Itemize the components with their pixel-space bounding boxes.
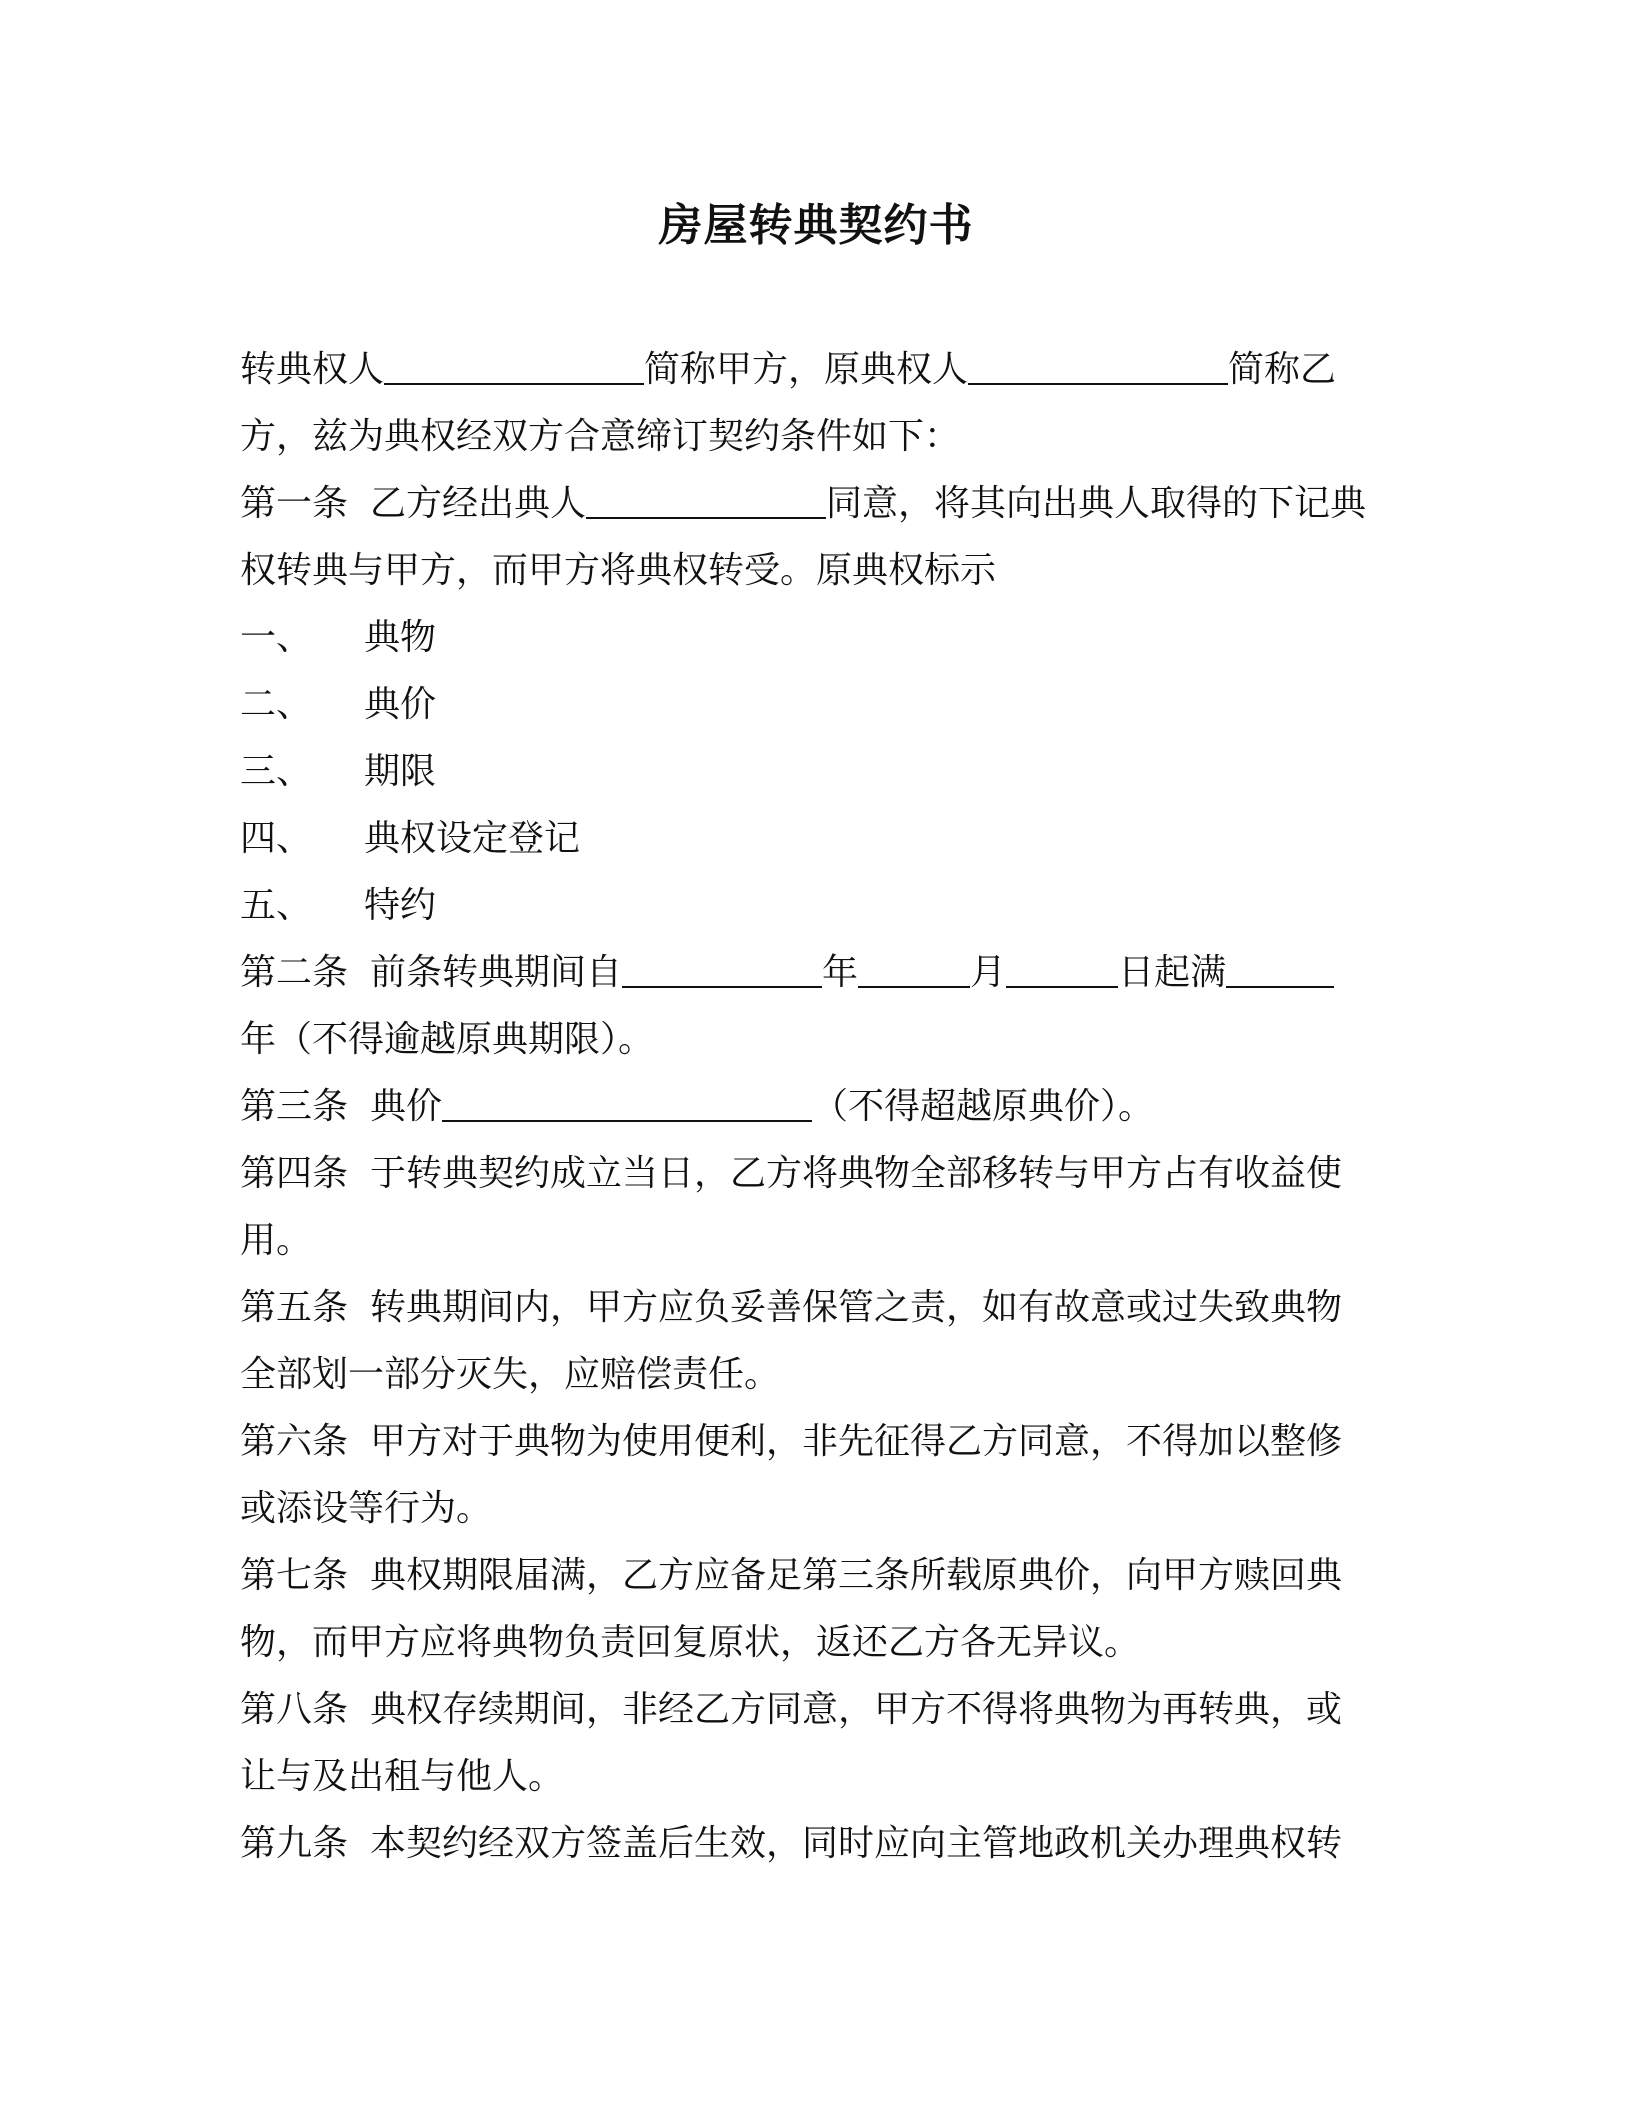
list-item-number: 二、 xyxy=(240,684,313,725)
article-3-line-1 xyxy=(240,1073,1400,1140)
article-1-line-1 xyxy=(240,470,1400,537)
article-2-line-1 xyxy=(240,939,1400,1006)
list-item-number: 一、 xyxy=(240,617,313,658)
article-6-text-b: 或添设等行为。 xyxy=(240,1488,493,1529)
article-7-line-1 xyxy=(240,1542,1400,1609)
party-b-name-blank[interactable] xyxy=(968,343,1228,385)
article-1-text-a: 乙方经出典人 xyxy=(370,483,587,524)
article-3-text-b: （不得超越原典价）。 xyxy=(812,1086,1155,1127)
article-2-text-c: 月 xyxy=(970,952,1007,993)
preamble-text-d: 方，兹为典权经双方合意缔订契约条件如下： xyxy=(240,416,961,457)
list-item-text: 典物 xyxy=(364,617,437,658)
article-3-text-a: 典价 xyxy=(370,1086,443,1127)
start-month-blank[interactable] xyxy=(858,946,970,988)
article-4-label: 第四条 xyxy=(240,1153,349,1194)
article-4-text-b: 用。 xyxy=(240,1220,313,1261)
article-2-line-2 xyxy=(240,1006,1400,1073)
preamble-line-2 xyxy=(240,403,1400,470)
article-4-line-2 xyxy=(240,1207,1400,1274)
list-item-text: 特约 xyxy=(364,885,437,926)
article-1-text-c: 权转典与甲方，而甲方将典权转受。原典权标示 xyxy=(240,550,997,591)
article-2-text-e: 年（不得逾越原典期限）。 xyxy=(240,1019,655,1060)
article-9-label: 第九条 xyxy=(240,1823,349,1864)
preamble-text-a: 转典权人 xyxy=(240,349,385,390)
article-6-line-1 xyxy=(240,1408,1400,1475)
article-7-text-b: 物，而甲方应将典物负责回复原状，返还乙方各无异议。 xyxy=(240,1622,1141,1663)
article-5-line-1 xyxy=(240,1274,1400,1341)
preamble-line-1 xyxy=(240,336,1400,403)
article-7-line-2 xyxy=(240,1609,1400,1676)
preamble-text-b: 简称甲方，原典权人 xyxy=(644,349,969,390)
article-6-label: 第六条 xyxy=(240,1421,349,1462)
article-7-text-a: 典权期限届满，乙方应备足第三条所载原典价，向甲方赎回典 xyxy=(370,1555,1343,1596)
article-6-text-a: 甲方对于典物为使用便利，非先征得乙方同意，不得加以整修 xyxy=(370,1421,1343,1462)
article-8-text-b: 让与及出租与他人。 xyxy=(240,1756,565,1797)
list-item-number: 五、 xyxy=(240,885,313,926)
article-5-text-b: 全部划一部分灭失，应赔偿责任。 xyxy=(240,1354,781,1395)
article-5-text-a: 转典期间内，甲方应负妥善保管之责，如有故意或过失致典物 xyxy=(370,1287,1343,1328)
article-8-line-1 xyxy=(240,1676,1400,1743)
list-item-text: 典价 xyxy=(364,684,437,725)
price-blank[interactable] xyxy=(442,1080,812,1122)
article-1-label: 第一条 xyxy=(240,483,349,524)
contract-body xyxy=(240,336,1400,1877)
article-1-line-2 xyxy=(240,537,1400,604)
article-7-label: 第七条 xyxy=(240,1555,349,1596)
list-item xyxy=(240,604,1400,671)
list-item-text: 期限 xyxy=(364,751,437,792)
article-6-line-2 xyxy=(240,1475,1400,1542)
preamble-text-c: 简称乙 xyxy=(1228,349,1337,390)
article-8-label: 第八条 xyxy=(240,1689,349,1730)
list-item xyxy=(240,671,1400,738)
list-item xyxy=(240,872,1400,939)
list-item-number: 四、 xyxy=(240,818,313,859)
article-1-text-b: 同意，将其向出典人取得的下记典 xyxy=(826,483,1367,524)
page-title: 房屋转典契约书 xyxy=(658,200,974,251)
article-2-text-d: 日起满 xyxy=(1118,952,1227,993)
list-item-number: 三、 xyxy=(240,751,313,792)
article-2-label: 第二条 xyxy=(240,952,349,993)
list-item-text: 典权设定登记 xyxy=(364,818,581,859)
party-a-name-blank[interactable] xyxy=(384,343,644,385)
article-9-text-a: 本契约经双方签盖后生效，同时应向主管地政机关办理典权转 xyxy=(370,1823,1343,1864)
article-5-label: 第五条 xyxy=(240,1287,349,1328)
list-item xyxy=(240,738,1400,805)
article-2-text-a: 前条转典期间自 xyxy=(370,952,623,993)
duration-years-blank[interactable] xyxy=(1226,946,1334,988)
article-8-line-2 xyxy=(240,1743,1400,1810)
article-4-line-1 xyxy=(240,1140,1400,1207)
start-year-blank[interactable] xyxy=(622,946,822,988)
article-9-line-1 xyxy=(240,1810,1400,1877)
list-item xyxy=(240,805,1400,872)
article-5-line-2 xyxy=(240,1341,1400,1408)
article-4-text-a: 于转典契约成立当日，乙方将典物全部移转与甲方占有收益使 xyxy=(370,1153,1343,1194)
article-8-text-a: 典权存续期间，非经乙方同意，甲方不得将典物为再转典，或 xyxy=(370,1689,1343,1730)
start-day-blank[interactable] xyxy=(1006,946,1118,988)
mortgagor-name-blank[interactable] xyxy=(586,477,826,519)
article-3-label: 第三条 xyxy=(240,1086,349,1127)
article-2-text-b: 年 xyxy=(822,952,859,993)
